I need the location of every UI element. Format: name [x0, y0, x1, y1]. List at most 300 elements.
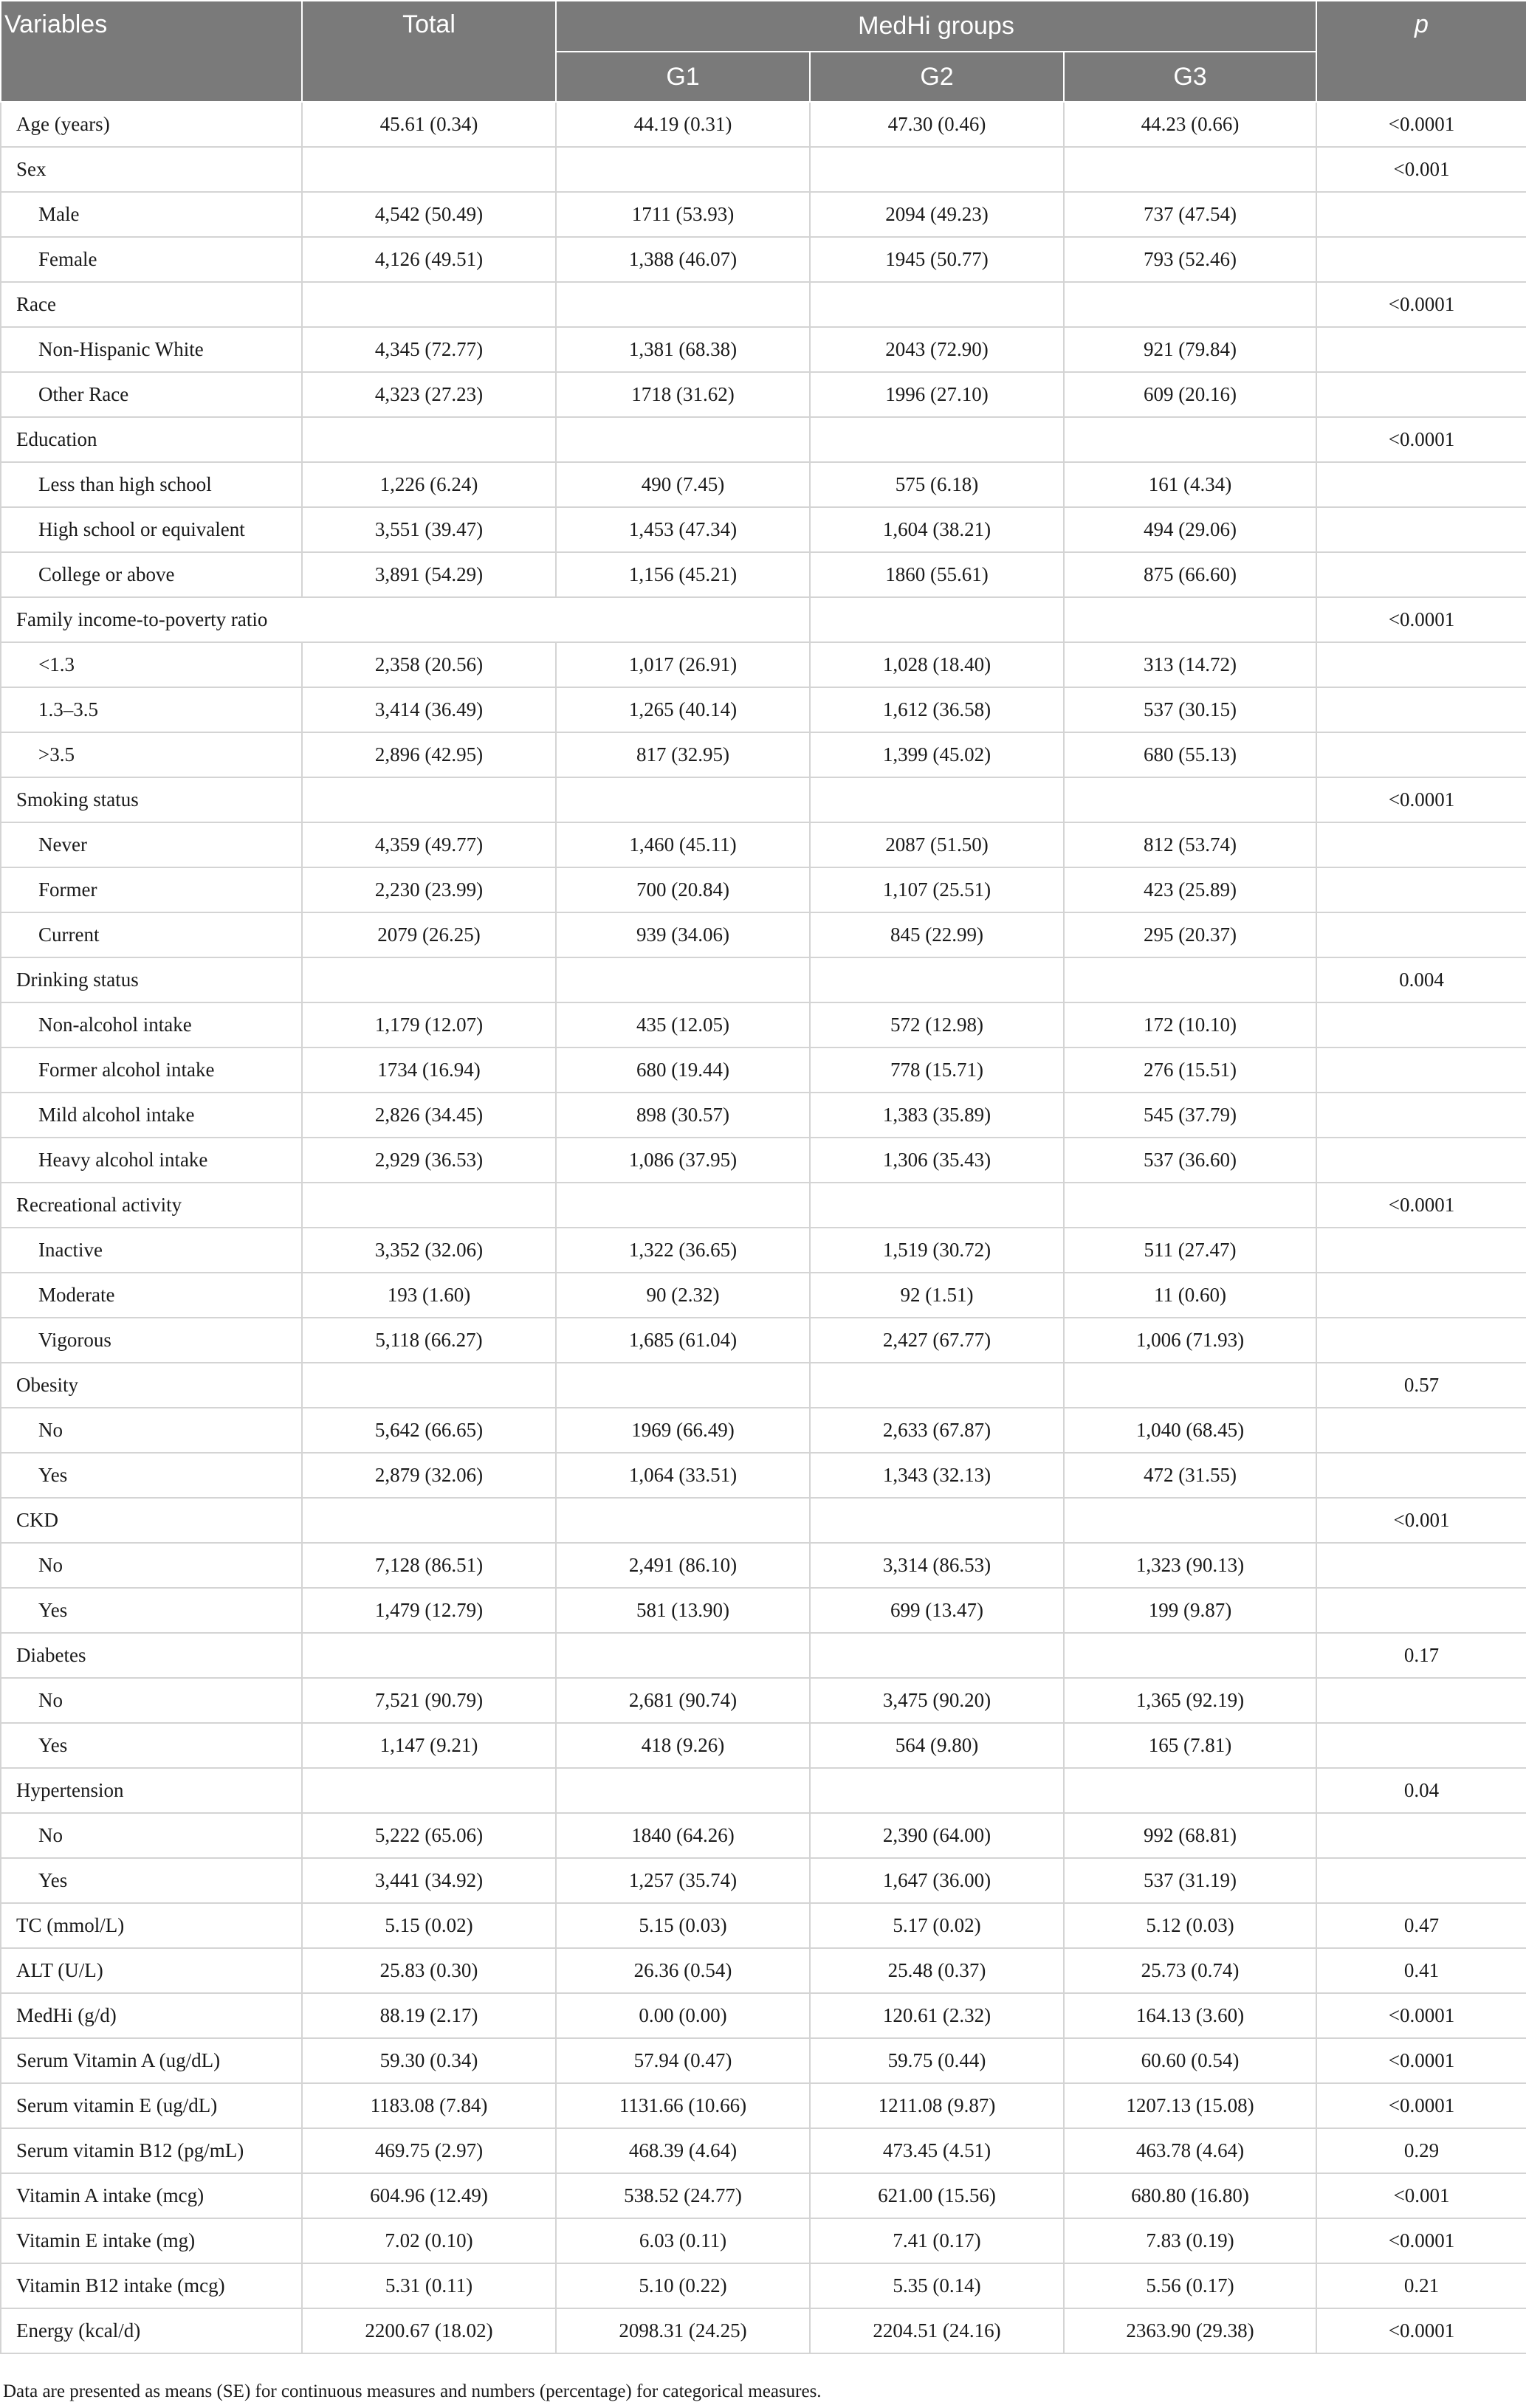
row-label: College or above: [1, 552, 302, 597]
cell-g1: [556, 1183, 810, 1228]
cell-total: [302, 1183, 556, 1228]
cell-g1: 0.00 (0.00): [556, 1993, 810, 2038]
cell-g2: 1945 (50.77): [810, 237, 1064, 282]
cell-p-value: 0.41: [1316, 1948, 1526, 1993]
cell-g2: 3,314 (86.53): [810, 1543, 1064, 1588]
cell-g2: 621.00 (15.56): [810, 2173, 1064, 2218]
row-label: Serum vitamin B12 (pg/mL): [1, 2128, 302, 2173]
cell-p-value: 0.29: [1316, 2128, 1526, 2173]
cell-total: 5,642 (66.65): [302, 1408, 556, 1453]
cell-p-value: <0.001: [1316, 2173, 1526, 2218]
cell-g3: 1,365 (92.19): [1064, 1678, 1316, 1723]
table-row: [1, 507, 1526, 552]
cell-g1: [556, 1363, 810, 1408]
cell-total: 2,929 (36.53): [302, 1138, 556, 1183]
cell-g3: 537 (31.19): [1064, 1858, 1316, 1903]
cell-g2: 1,647 (36.00): [810, 1858, 1064, 1903]
row-label: Mild alcohol intake: [1, 1093, 302, 1138]
cell-p-value: [1316, 1678, 1526, 1723]
cell-p-value: [1316, 1588, 1526, 1633]
cell-g3: 164.13 (3.60): [1064, 1993, 1316, 2038]
table-row: [1, 957, 1526, 1002]
cell-g1: 1969 (66.49): [556, 1408, 810, 1453]
table-row: [1, 1678, 1526, 1723]
cell-total: 2,879 (32.06): [302, 1453, 556, 1498]
header-g3: G3: [1064, 52, 1316, 102]
cell-p-value: 0.004: [1316, 957, 1526, 1002]
cell-g2: 778 (15.71): [810, 1048, 1064, 1093]
cell-g2: 572 (12.98): [810, 1002, 1064, 1048]
cell-g1: [556, 1498, 810, 1543]
cell-p-value: [1316, 462, 1526, 507]
cell-total: 604.96 (12.49): [302, 2173, 556, 2218]
cell-g2: [810, 1363, 1064, 1408]
cell-total: 2,358 (20.56): [302, 642, 556, 687]
table-row: [1, 237, 1526, 282]
cell-p-value: <0.0001: [1316, 597, 1526, 642]
cell-g2: 47.30 (0.46): [810, 102, 1064, 147]
table-row: [1, 1228, 1526, 1273]
row-label: 1.3–3.5: [1, 687, 302, 732]
table-row: [1, 1543, 1526, 1588]
cell-total: 3,352 (32.06): [302, 1228, 556, 1273]
cell-g3: 5.12 (0.03): [1064, 1903, 1316, 1948]
header-p-value: p: [1316, 1, 1526, 102]
cell-total: 3,414 (36.49): [302, 687, 556, 732]
cell-total: 7.02 (0.10): [302, 2218, 556, 2263]
cell-g3: 313 (14.72): [1064, 642, 1316, 687]
cell-p-value: [1316, 1002, 1526, 1048]
table-row: [1, 1588, 1526, 1633]
cell-g2: 2094 (49.23): [810, 192, 1064, 237]
table-footnote: Data are presented as means (SE) for continuous measures and numbers (percentage) for categorical measures.: [3, 2381, 822, 2401]
cell-g3: 992 (68.81): [1064, 1813, 1316, 1858]
cell-g3: 295 (20.37): [1064, 912, 1316, 957]
cell-p-value: [1316, 642, 1526, 687]
cell-g3: 25.73 (0.74): [1064, 1948, 1316, 1993]
cell-g1: [556, 777, 810, 822]
cell-g2: 5.17 (0.02): [810, 1903, 1064, 1948]
cell-p-value: [1316, 1318, 1526, 1363]
table-row: [1, 147, 1526, 192]
row-label: No: [1, 1813, 302, 1858]
cell-g2: 2,633 (67.87): [810, 1408, 1064, 1453]
cell-g2: 2204.51 (24.16): [810, 2308, 1064, 2353]
cell-g2: [810, 597, 1064, 642]
cell-g3: 537 (30.15): [1064, 687, 1316, 732]
table-row: [1, 1993, 1526, 2038]
cell-g3: 276 (15.51): [1064, 1048, 1316, 1093]
cell-g1: 1131.66 (10.66): [556, 2083, 810, 2128]
cell-g3: 875 (66.60): [1064, 552, 1316, 597]
cell-total: 25.83 (0.30): [302, 1948, 556, 1993]
cell-p-value: [1316, 822, 1526, 867]
cell-g2: 92 (1.51): [810, 1273, 1064, 1318]
cell-total: 88.19 (2.17): [302, 1993, 556, 2038]
cell-g3: 1207.13 (15.08): [1064, 2083, 1316, 2128]
cell-total: 469.75 (2.97): [302, 2128, 556, 2173]
cell-p-value: 0.47: [1316, 1903, 1526, 1948]
cell-g3: 921 (79.84): [1064, 327, 1316, 372]
cell-g2: [810, 1183, 1064, 1228]
cell-p-value: [1316, 327, 1526, 372]
cell-g3: [1064, 777, 1316, 822]
cell-p-value: [1316, 507, 1526, 552]
cell-g3: [1064, 1363, 1316, 1408]
cell-p-value: [1316, 552, 1526, 597]
cell-g2: 2087 (51.50): [810, 822, 1064, 867]
cell-p-value: [1316, 1138, 1526, 1183]
cell-g1: 5.15 (0.03): [556, 1903, 810, 1948]
cell-p-value: [1316, 867, 1526, 912]
row-label: Sex: [1, 147, 302, 192]
cell-g2: 1,306 (35.43): [810, 1138, 1064, 1183]
cell-g2: 59.75 (0.44): [810, 2038, 1064, 2083]
cell-g2: 575 (6.18): [810, 462, 1064, 507]
table-row: [1, 2173, 1526, 2218]
cell-p-value: <0.0001: [1316, 282, 1526, 327]
cell-g1: 1,460 (45.11): [556, 822, 810, 867]
cell-p-value: [1316, 1723, 1526, 1768]
cell-total: 3,441 (34.92): [302, 1858, 556, 1903]
cell-total: [302, 1498, 556, 1543]
table-row: [1, 1273, 1526, 1318]
cell-g2: [810, 1633, 1064, 1678]
table-header: [1, 1, 1526, 102]
cell-g3: [1064, 417, 1316, 462]
cell-g2: 1,028 (18.40): [810, 642, 1064, 687]
cell-g2: 1,604 (38.21): [810, 507, 1064, 552]
row-label: Heavy alcohol intake: [1, 1138, 302, 1183]
table-row: [1, 1183, 1526, 1228]
cell-g1: 6.03 (0.11): [556, 2218, 810, 2263]
cell-g1: 1,086 (37.95): [556, 1138, 810, 1183]
cell-total: 3,891 (54.29): [302, 552, 556, 597]
cell-g1: 1,381 (68.38): [556, 327, 810, 372]
cell-g3: 680 (55.13): [1064, 732, 1316, 777]
cell-total: [302, 1633, 556, 1678]
cell-g3: [1064, 1498, 1316, 1543]
table-row: [1, 597, 1526, 642]
cell-g1: [556, 957, 810, 1002]
row-label: Former alcohol intake: [1, 1048, 302, 1093]
cell-g2: [810, 957, 1064, 1002]
cell-g1: 1,064 (33.51): [556, 1453, 810, 1498]
table-row: [1, 462, 1526, 507]
cell-g3: 609 (20.16): [1064, 372, 1316, 417]
cell-g2: 564 (9.80): [810, 1723, 1064, 1768]
table-row: [1, 777, 1526, 822]
cell-g3: 793 (52.46): [1064, 237, 1316, 282]
cell-total: 5,222 (65.06): [302, 1813, 556, 1858]
cell-g2: 3,475 (90.20): [810, 1678, 1064, 1723]
cell-total: [302, 957, 556, 1002]
cell-g1: 57.94 (0.47): [556, 2038, 810, 2083]
cell-g2: 1,383 (35.89): [810, 1093, 1064, 1138]
row-label: No: [1, 1678, 302, 1723]
row-label: Obesity: [1, 1363, 302, 1408]
cell-g3: 812 (53.74): [1064, 822, 1316, 867]
table-row: [1, 1138, 1526, 1183]
cell-g1: 939 (34.06): [556, 912, 810, 957]
cell-p-value: 0.21: [1316, 2263, 1526, 2308]
table-row: [1, 192, 1526, 237]
cell-g2: [810, 1768, 1064, 1813]
row-label: Other Race: [1, 372, 302, 417]
cell-p-value: <0.0001: [1316, 2038, 1526, 2083]
cell-total: 5.31 (0.11): [302, 2263, 556, 2308]
cell-total: 4,323 (27.23): [302, 372, 556, 417]
cell-g3: [1064, 1183, 1316, 1228]
cell-g3: 165 (7.81): [1064, 1723, 1316, 1768]
row-label: Education: [1, 417, 302, 462]
cell-p-value: [1316, 912, 1526, 957]
cell-g2: [810, 417, 1064, 462]
cell-g1: [556, 147, 810, 192]
cell-g1: 1,156 (45.21): [556, 552, 810, 597]
cell-total: [302, 777, 556, 822]
cell-total: 7,128 (86.51): [302, 1543, 556, 1588]
cell-g2: 120.61 (2.32): [810, 1993, 1064, 2038]
table-row: [1, 2128, 1526, 2173]
table-row: [1, 1858, 1526, 1903]
cell-g1: 90 (2.32): [556, 1273, 810, 1318]
cell-g3: 7.83 (0.19): [1064, 2218, 1316, 2263]
table-row: [1, 1363, 1526, 1408]
cell-g3: [1064, 147, 1316, 192]
row-label: Age (years): [1, 102, 302, 147]
cell-p-value: [1316, 1858, 1526, 1903]
cell-g3: [1064, 1633, 1316, 1678]
cell-total: [302, 1768, 556, 1813]
cell-p-value: [1316, 1408, 1526, 1453]
cell-g1: 898 (30.57): [556, 1093, 810, 1138]
row-label: Vitamin A intake (mcg): [1, 2173, 302, 2218]
cell-g1: 1711 (53.93): [556, 192, 810, 237]
row-label: Race: [1, 282, 302, 327]
table-row: [1, 912, 1526, 957]
cell-g3: 494 (29.06): [1064, 507, 1316, 552]
cell-g1: 817 (32.95): [556, 732, 810, 777]
table-row: [1, 1723, 1526, 1768]
cell-p-value: [1316, 1453, 1526, 1498]
table-row: [1, 1048, 1526, 1093]
cell-g1: 1,017 (26.91): [556, 642, 810, 687]
row-label: Family income-to-poverty ratio: [1, 597, 810, 642]
table-row: [1, 642, 1526, 687]
cell-p-value: <0.0001: [1316, 1993, 1526, 2038]
cell-p-value: <0.0001: [1316, 102, 1526, 147]
cell-g1: 1,265 (40.14): [556, 687, 810, 732]
cell-p-value: [1316, 1048, 1526, 1093]
cell-p-value: 0.17: [1316, 1633, 1526, 1678]
cell-total: 1183.08 (7.84): [302, 2083, 556, 2128]
table-row: [1, 552, 1526, 597]
cell-g2: 2,427 (67.77): [810, 1318, 1064, 1363]
row-label: >3.5: [1, 732, 302, 777]
cell-g1: 538.52 (24.77): [556, 2173, 810, 2218]
cell-total: 193 (1.60): [302, 1273, 556, 1318]
row-label: Less than high school: [1, 462, 302, 507]
table-row: [1, 1813, 1526, 1858]
cell-g1: 1718 (31.62): [556, 372, 810, 417]
cell-g2: 845 (22.99): [810, 912, 1064, 957]
header-medhi-groups: MedHi groups: [556, 1, 1316, 52]
cell-g3: 680.80 (16.80): [1064, 2173, 1316, 2218]
table-row: [1, 1903, 1526, 1948]
table-row: [1, 1768, 1526, 1813]
table-row: [1, 417, 1526, 462]
row-label: Male: [1, 192, 302, 237]
row-label: Smoking status: [1, 777, 302, 822]
cell-g1: 680 (19.44): [556, 1048, 810, 1093]
row-label: High school or equivalent: [1, 507, 302, 552]
cell-p-value: [1316, 732, 1526, 777]
cell-total: 59.30 (0.34): [302, 2038, 556, 2083]
row-label: Current: [1, 912, 302, 957]
cell-p-value: 0.57: [1316, 1363, 1526, 1408]
cell-total: 1734 (16.94): [302, 1048, 556, 1093]
cell-g1: 44.19 (0.31): [556, 102, 810, 147]
header-g1: G1: [556, 52, 810, 102]
row-label: Former: [1, 867, 302, 912]
table-row: [1, 2308, 1526, 2353]
cell-g2: 1,399 (45.02): [810, 732, 1064, 777]
cell-p-value: <0.0001: [1316, 777, 1526, 822]
cell-g2: 1,107 (25.51): [810, 867, 1064, 912]
table-body: [1, 102, 1526, 2353]
cell-g3: 1,323 (90.13): [1064, 1543, 1316, 1588]
cell-g1: 581 (13.90): [556, 1588, 810, 1633]
cell-g3: 172 (10.10): [1064, 1002, 1316, 1048]
cell-g3: 1,040 (68.45): [1064, 1408, 1316, 1453]
cell-g3: 199 (9.87): [1064, 1588, 1316, 1633]
cell-g1: 1,685 (61.04): [556, 1318, 810, 1363]
row-label: Never: [1, 822, 302, 867]
cell-g1: 2,491 (86.10): [556, 1543, 810, 1588]
row-label: Recreational activity: [1, 1183, 302, 1228]
cell-g2: 5.35 (0.14): [810, 2263, 1064, 2308]
table-row: [1, 102, 1526, 147]
table-row: [1, 2218, 1526, 2263]
cell-g1: [556, 417, 810, 462]
cell-g3: 161 (4.34): [1064, 462, 1316, 507]
table-row: [1, 732, 1526, 777]
cell-g1: 700 (20.84): [556, 867, 810, 912]
cell-g1: 490 (7.45): [556, 462, 810, 507]
table-row: [1, 1408, 1526, 1453]
cell-total: 4,345 (72.77): [302, 327, 556, 372]
table-row: [1, 1002, 1526, 1048]
table-row: [1, 822, 1526, 867]
cell-g3: [1064, 957, 1316, 1002]
cell-total: [302, 147, 556, 192]
cell-total: 5,118 (66.27): [302, 1318, 556, 1363]
cell-g2: 1,343 (32.13): [810, 1453, 1064, 1498]
row-label: ALT (U/L): [1, 1948, 302, 1993]
row-label: Vigorous: [1, 1318, 302, 1363]
cell-g1: 418 (9.26): [556, 1723, 810, 1768]
cell-g2: 1996 (27.10): [810, 372, 1064, 417]
row-label: Serum Vitamin A (ug/dL): [1, 2038, 302, 2083]
row-label: CKD: [1, 1498, 302, 1543]
table-row: [1, 1453, 1526, 1498]
cell-g3: 60.60 (0.54): [1064, 2038, 1316, 2083]
table-row: [1, 1498, 1526, 1543]
row-label: Drinking status: [1, 957, 302, 1002]
cell-g3: 1,006 (71.93): [1064, 1318, 1316, 1363]
cell-p-value: 0.04: [1316, 1768, 1526, 1813]
cell-g2: [810, 1498, 1064, 1543]
cell-g2: [810, 147, 1064, 192]
cell-g3: 472 (31.55): [1064, 1453, 1316, 1498]
cell-g1: 1,257 (35.74): [556, 1858, 810, 1903]
cell-p-value: <0.0001: [1316, 417, 1526, 462]
row-label: No: [1, 1408, 302, 1453]
table-row: [1, 687, 1526, 732]
table-row: [1, 282, 1526, 327]
row-label: Yes: [1, 1723, 302, 1768]
cell-g3: [1064, 1768, 1316, 1813]
cell-g1: 1,453 (47.34): [556, 507, 810, 552]
row-label: Yes: [1, 1453, 302, 1498]
row-label: TC (mmol/L): [1, 1903, 302, 1948]
cell-g2: 473.45 (4.51): [810, 2128, 1064, 2173]
cell-total: 4,126 (49.51): [302, 237, 556, 282]
cell-p-value: <0.0001: [1316, 1183, 1526, 1228]
cell-total: 2079 (26.25): [302, 912, 556, 957]
cell-p-value: [1316, 1543, 1526, 1588]
cell-g2: [810, 777, 1064, 822]
cell-g3: 545 (37.79): [1064, 1093, 1316, 1138]
cell-g1: [556, 1633, 810, 1678]
cell-total: 7,521 (90.79): [302, 1678, 556, 1723]
row-label: No: [1, 1543, 302, 1588]
row-label: MedHi (g/d): [1, 1993, 302, 2038]
table-row: [1, 1093, 1526, 1138]
cell-g2: 1211.08 (9.87): [810, 2083, 1064, 2128]
cell-g3: 537 (36.60): [1064, 1138, 1316, 1183]
cell-total: 45.61 (0.34): [302, 102, 556, 147]
row-label: Moderate: [1, 1273, 302, 1318]
cell-p-value: [1316, 237, 1526, 282]
cell-g1: 435 (12.05): [556, 1002, 810, 1048]
cell-g1: 1,322 (36.65): [556, 1228, 810, 1273]
cell-p-value: <0.0001: [1316, 2218, 1526, 2263]
cell-g3: 423 (25.89): [1064, 867, 1316, 912]
cell-total: 5.15 (0.02): [302, 1903, 556, 1948]
cell-total: 2,230 (23.99): [302, 867, 556, 912]
cell-p-value: <0.001: [1316, 1498, 1526, 1543]
row-label: Inactive: [1, 1228, 302, 1273]
cell-g2: [810, 282, 1064, 327]
row-label: Vitamin B12 intake (mcg): [1, 2263, 302, 2308]
cell-g2: 1860 (55.61): [810, 552, 1064, 597]
header-g2: G2: [810, 52, 1064, 102]
cell-g1: 1840 (64.26): [556, 1813, 810, 1858]
row-label: Diabetes: [1, 1633, 302, 1678]
cell-g3: [1064, 597, 1316, 642]
cell-g3: 5.56 (0.17): [1064, 2263, 1316, 2308]
cell-g3: 463.78 (4.64): [1064, 2128, 1316, 2173]
table-row: [1, 2083, 1526, 2128]
row-label: Serum vitamin E (ug/dL): [1, 2083, 302, 2128]
cell-total: [302, 282, 556, 327]
cell-g3: 11 (0.60): [1064, 1273, 1316, 1318]
cell-g2: 1,612 (36.58): [810, 687, 1064, 732]
cell-total: 4,359 (49.77): [302, 822, 556, 867]
cell-total: 4,542 (50.49): [302, 192, 556, 237]
